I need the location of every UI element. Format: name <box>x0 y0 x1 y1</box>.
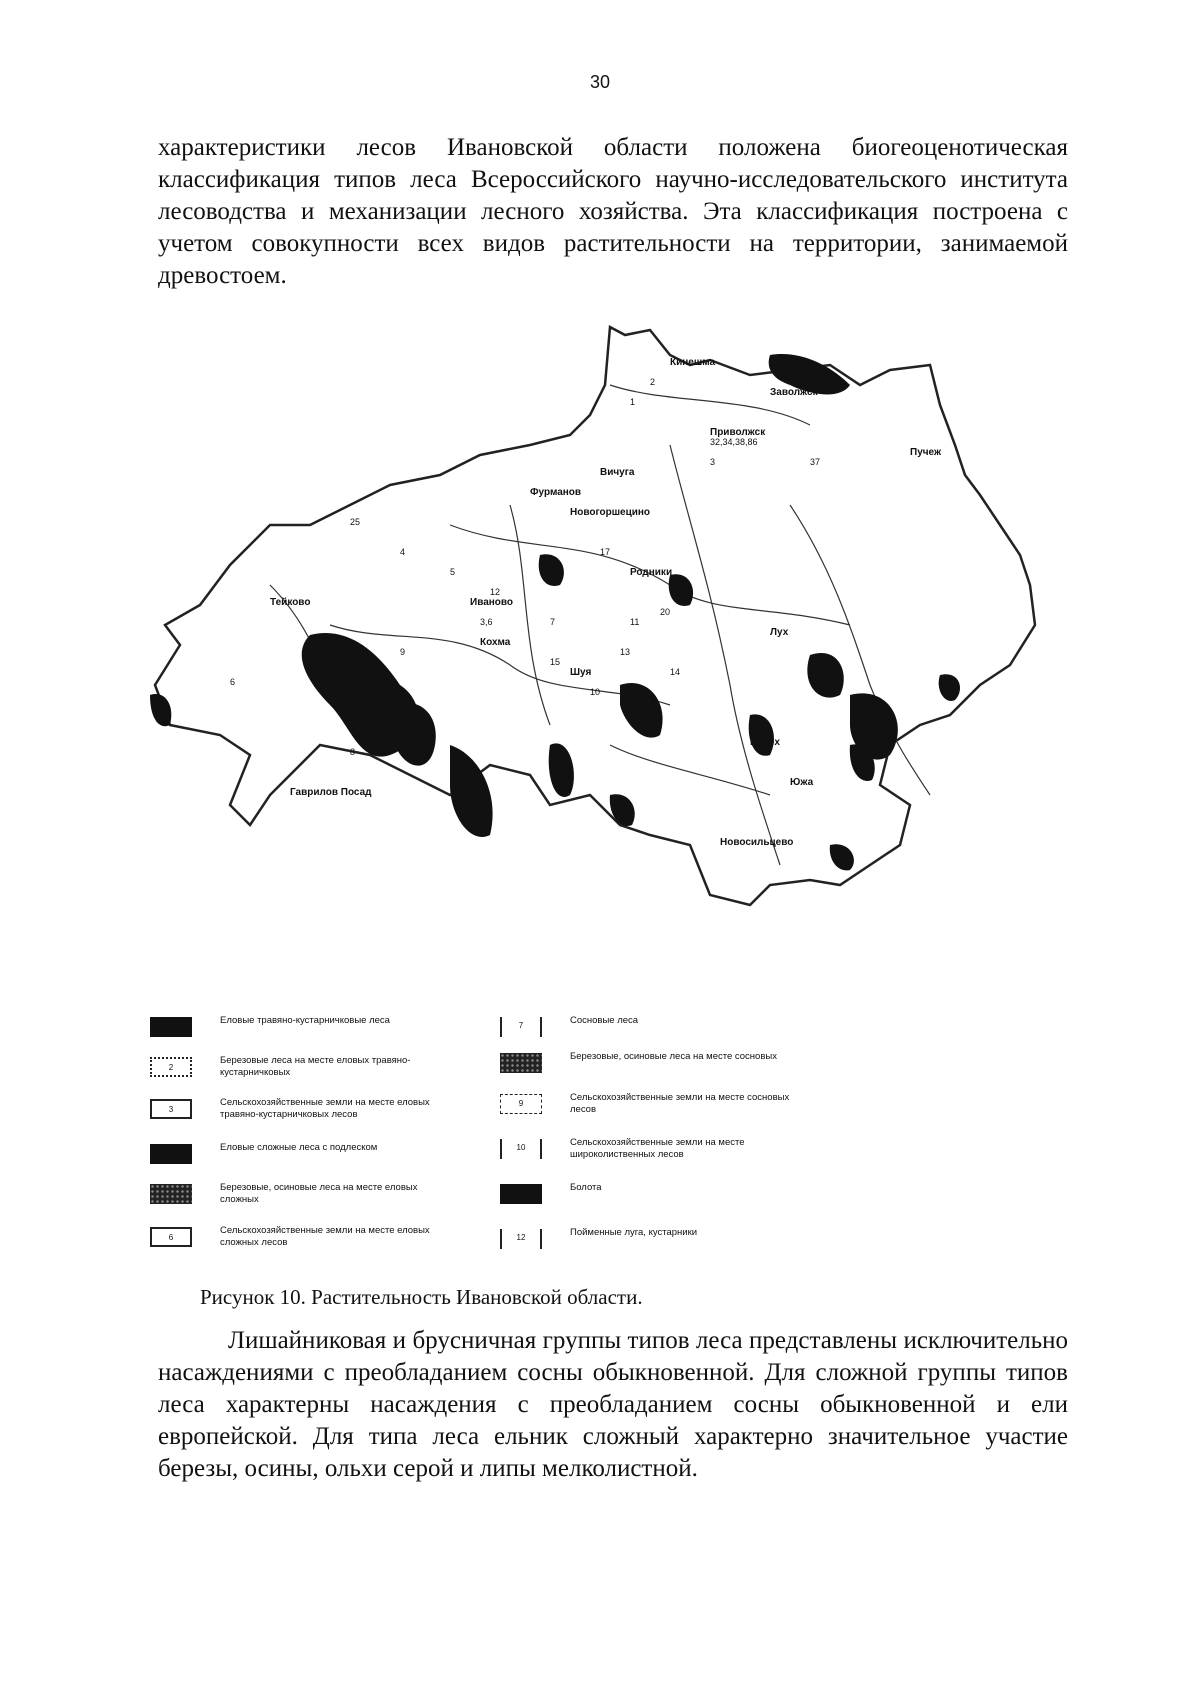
legend-item <box>150 1055 530 1091</box>
legend-label: Сельскохозяйственные земли на месте еловых травяно-кустарничковых лесов <box>220 1097 430 1120</box>
legend-label: Еловые сложные леса с подлеском <box>220 1142 378 1153</box>
legend-item <box>150 1015 530 1051</box>
legend-item <box>150 1182 530 1218</box>
legend-swatch: 9 <box>500 1094 542 1114</box>
legend-swatch: 10 <box>500 1139 542 1159</box>
map-number: 2 <box>650 377 656 387</box>
legend-label: Сосновые леса <box>570 1015 639 1026</box>
legend-item <box>150 1097 530 1133</box>
place-teykovo: Тейково <box>270 597 311 608</box>
map-number: 15 <box>550 657 561 667</box>
legend-label: Еловые травяно-кустарничковые леса <box>220 1015 390 1026</box>
place-furmanov: Фурманов <box>530 487 582 498</box>
place-palekh: Палех <box>750 737 780 748</box>
map-number: 4 <box>400 547 406 557</box>
legend-label: Сельскохозяйственные земли на месте сосновых лесов <box>570 1092 790 1115</box>
figure-caption: Рисунок 10. Растительность Ивановской области. <box>200 1285 643 1309</box>
legend-swatch: 2 <box>150 1057 192 1077</box>
map-number: 7 <box>550 617 556 627</box>
map-number: 25 <box>350 517 361 527</box>
legend-item <box>500 1092 880 1128</box>
place-zavolzhsk: Заволжск <box>770 387 818 398</box>
legend-label: Сельскохозяйственные земли на месте широколиственных лесов <box>570 1137 745 1160</box>
legend-item <box>500 1137 880 1173</box>
legend-swatch: 3 <box>150 1099 192 1119</box>
place-rodniki: Родники <box>630 567 673 578</box>
vegetation-map <box>150 325 1080 980</box>
legend-label: Сельскохозяйственные земли на месте еловых сложных лесов <box>220 1225 430 1248</box>
page-number: 30 <box>589 72 611 92</box>
legend-item <box>500 1051 880 1087</box>
map-number: 9 <box>400 647 406 657</box>
map-number: 37 <box>810 457 821 467</box>
place-shuya: Шуя <box>570 667 592 678</box>
legend-swatch: 6 <box>150 1227 192 1247</box>
place-kineshma: Кинешма <box>670 357 716 368</box>
region-outline <box>155 327 1035 905</box>
legend-item <box>150 1225 530 1261</box>
legend-swatch: 7 <box>500 1017 542 1037</box>
legend-swatch <box>150 1017 192 1037</box>
place-gavrilov-posad: Гаврилов Посад <box>290 787 372 798</box>
map-number: 32,34,38,86 <box>710 437 758 447</box>
place-vichuga: Вичуга <box>600 467 635 478</box>
place-yuzha: Южа <box>790 777 814 788</box>
map-number: 17 <box>600 547 611 557</box>
place-ivanovo: Иваново <box>470 597 514 608</box>
legend-item <box>150 1142 530 1178</box>
map-number: 3,6 <box>480 617 493 627</box>
map-number: 20 <box>660 607 671 617</box>
legend-swatch <box>500 1053 542 1073</box>
legend-label: Березовые, осиновые леса на месте еловых сложных <box>220 1182 418 1205</box>
map-number: 8 <box>350 747 356 757</box>
map-number: 5 <box>450 567 456 577</box>
map-number: 6 <box>230 677 236 687</box>
map-number: 13 <box>620 647 631 657</box>
map-legend <box>150 1015 950 1265</box>
place-kokhma: Кохма <box>480 637 511 648</box>
legend-item <box>500 1227 880 1263</box>
legend-swatch <box>500 1184 542 1204</box>
legend-swatch <box>150 1144 192 1164</box>
paragraph-intro: характеристики лесов Ивановской области положена биогеоценотическая классификация типов леса Всероссийского научно-исследовательского института лесоводства и механизации лесного хозяйства. Эта классификация построена с учетом совокупности всех видов растительности на территории, занимаемой древостоем. <box>158 134 1068 289</box>
legend-swatch <box>150 1184 192 1204</box>
map-number: 11 <box>630 617 640 627</box>
place-lukh: Лух <box>770 627 789 638</box>
map-number: 14 <box>670 667 681 677</box>
legend-label: Болота <box>570 1182 602 1193</box>
legend-label: Березовые леса на месте еловых травяно-кустарничковых <box>220 1055 411 1078</box>
map-number: 12 <box>490 587 501 597</box>
place-privolzhsk: Приволжск <box>710 427 766 438</box>
legend-swatch: 12 <box>500 1229 542 1249</box>
place-novogorshetsino: Новогоршецино <box>570 507 651 518</box>
paragraph-forest-types: Лишайниковая и брусничная группы типов леса представлены исключительно насаждениями с преобладанием сосны обыкновенной. Для сложной группы типов леса характерны насаждения с преобладанием сосны обыкновенной и ели европейской. Для типа леса ельник сложный характерно значительное участие березы, осины, ольхи серой и липы мелколистной. <box>158 1327 1068 1482</box>
legend-label: Пойменные луга, кустарники <box>570 1227 698 1238</box>
place-novosiltsevo: Новосильцево <box>720 837 794 848</box>
map-number: 10 <box>590 687 601 697</box>
legend-label: Березовые, осиновые леса на месте сосновых <box>570 1051 777 1062</box>
legend-item <box>500 1015 880 1051</box>
map-number: 3 <box>710 457 716 467</box>
place-puchezh: Пучеж <box>910 447 942 458</box>
map-number: 1 <box>630 397 636 407</box>
legend-item <box>500 1182 880 1218</box>
